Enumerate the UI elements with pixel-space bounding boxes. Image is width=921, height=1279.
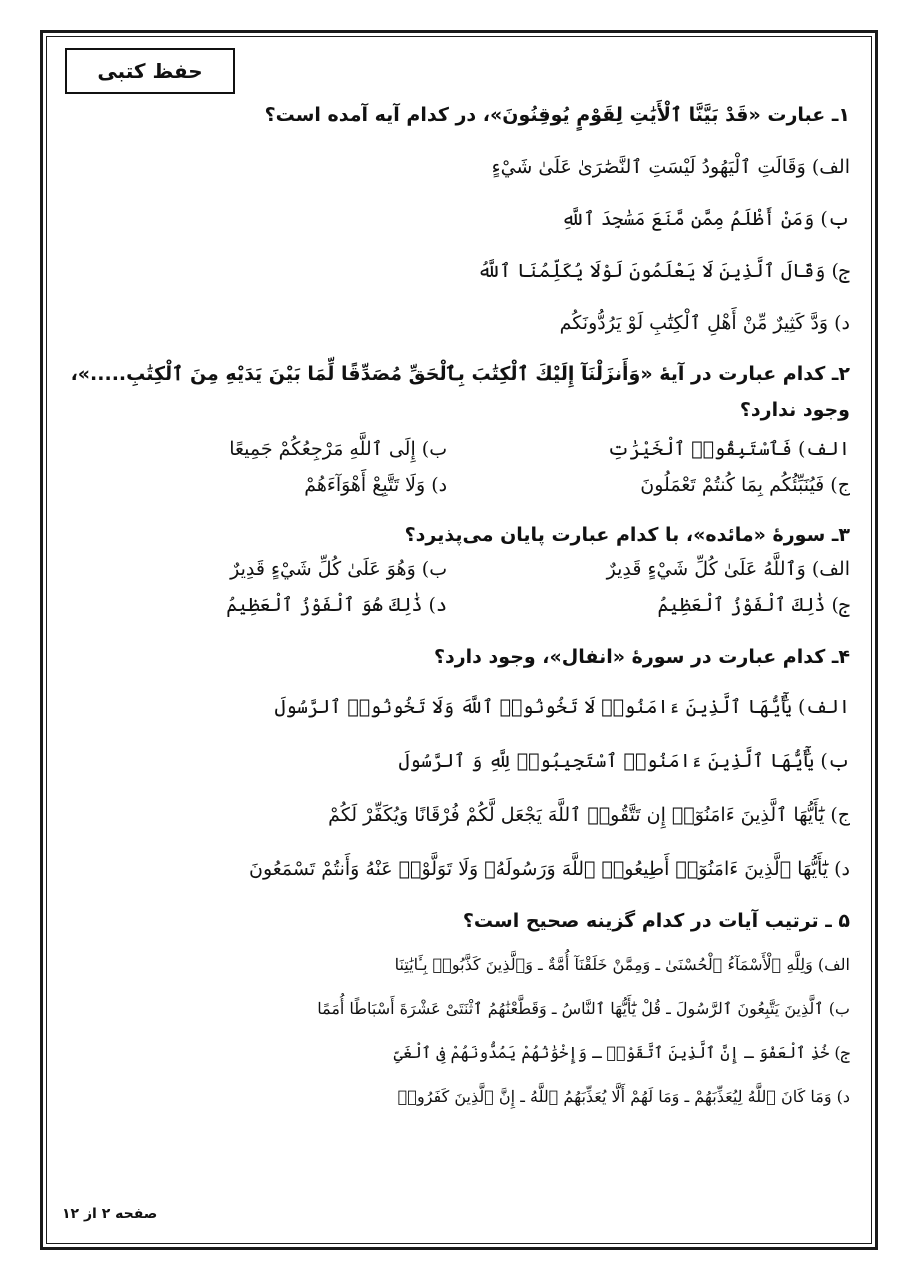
q5-option-c: ج) خُذِ ٱلْعَفْوَ ـ إِنَّ ٱلَّذِينَ ٱتَّقَوْا۟ ـ وَإِخْوَٰنُهُمْ يَمُدُّونَهُمْ فِى ٱلْغَىِّ — [393, 1043, 850, 1062]
q5-option-a: الف) وَلِلَّهِ ٱلْأَسْمَآءُ ٱلْحُسْنَىٰ ـ وَمِمَّنْ خَلَقْنَآ أُمَّةٌ ـ وَٱلَّذِينَ كَذَّبُوا۟ بِـَٔايَٰتِنَا — [394, 955, 850, 974]
q2-option-d: د) وَلَا تَتَّبِعْ أَهْوَآءَهُمْ — [304, 474, 448, 496]
section-title: حفظ کتبی — [65, 48, 235, 94]
q1-option-a: الف) وَقَالَتِ ٱلْيَهُودُ لَيْسَتِ ٱلنَّصَٰرَىٰ عَلَىٰ شَيْءٍ — [491, 156, 850, 178]
question-4-stem: ۴ـ کدام عبارت در سورهٔ «انفال»، وجود دارد؟ — [433, 646, 850, 668]
q4-option-d: د) يَٰٓأَيُّهَا ٱلَّذِينَ ءَامَنُوٓا۟ أَطِيعُوا۟ ٱللَّهَ وَرَسُولَهُۥ وَلَا تَوَلَّوْا۟ عَنْهُ وَأَنتُمْ تَسْمَعُونَ — [249, 858, 850, 880]
question-3-stem: ۳ـ سورهٔ «مائده»، با کدام عبارت پایان می‌پذیرد؟ — [404, 524, 850, 546]
q2-options-row-1 — [60, 434, 850, 464]
q2-option-a: الف) فَٱسْتَبِقُوا۟ ٱلْخَيْرَٰتِ — [607, 438, 850, 460]
q4-option-b: ب) يَٰٓأَيُّهَا ٱلَّذِينَ ءَامَنُوا۟ ٱسْتَجِيبُوا۟ لِلَّهِ وَ ٱلرَّسُولَ — [398, 750, 850, 772]
q3-option-b: ب) وَهُوَ عَلَىٰ كُلِّ شَيْءٍ قَدِيرٌ — [230, 558, 448, 580]
q2-options-row-2 — [60, 470, 850, 500]
q5-option-b: ب) ٱلَّذِينَ يَتَّبِعُونَ ٱلرَّسُولَ ـ قُلْ يَٰٓأَيُّهَا ٱلنَّاسُ ـ وَقَطَّعْنَٰهُمُ ٱثْنَتَىْ عَشْرَةَ أَسْبَاطًا أُمَمًا — [317, 999, 850, 1018]
q2-option-c: ج) فَيُنَبِّئُكُم بِمَا كُنتُمْ تَعْمَلُونَ — [640, 474, 850, 496]
q1-option-c: ج) وَقَالَ ٱلَّذِينَ لَا يَعْلَمُونَ لَوْلَا يُكَلِّمُنَا ٱللَّهُ — [477, 260, 850, 282]
question-2-stem: ۲ـ کدام عبارت در آیهٔ «وَأَنزَلْنَآ إِلَيْكَ ٱلْكِتَٰبَ بِٱلْحَقِّ مُصَدِّقًا لِّمَا بَيْنَ يَدَيْهِ مِنَ ٱلْكِتَٰبِ.....»، وجود ندارد؟ — [70, 363, 850, 421]
q1-option-d: د) وَدَّ كَثِيرٌ مِّنْ أَهْلِ ٱلْكِتَٰبِ لَوْ يَرُدُّونَكُم — [559, 312, 850, 334]
q5-option-d: د) وَمَا كَانَ ٱللَّهُ لِيُعَذِّبَهُمْ ـ وَمَا لَهُمْ أَلَّا يُعَذِّبَهُمُ ٱللَّهُ ـ إِنَّ ٱلَّذِينَ كَفَرُوا۟ — [397, 1087, 850, 1106]
question-5-stem: ۵ ـ ترتیب آیات در کدام گزینه صحیح است؟ — [462, 910, 850, 932]
q3-option-a: الف) وَٱللَّهُ عَلَىٰ كُلِّ شَيْءٍ قَدِيرٌ — [606, 558, 850, 580]
page-number: صفحه ۲ از ۱۲ — [62, 1206, 158, 1222]
questions-area — [60, 96, 850, 1112]
q3-options-row-2 — [60, 590, 850, 620]
q3-option-c: ج) ذَٰلِكَ ٱلْفَوْزُ ٱلْعَظِيمُ — [657, 594, 850, 616]
q1-option-b: ب) وَمَنْ أَظْلَمُ مِمَّن مَّنَعَ مَسَٰجِدَ ٱللَّهِ — [561, 208, 850, 230]
question-1-stem: ۱ـ عبارت «قَدْ بَيَّنَّا ٱلْأَيَٰتِ لِقَوْمٍ يُوقِنُونَ»، در کدام آیه آمده است؟ — [264, 104, 850, 126]
q4-option-c: ج) يَٰٓأَيُّهَا ٱلَّذِينَ ءَامَنُوٓا۟ إِن تَتَّقُوا۟ ٱللَّهَ يَجْعَل لَّكُمْ فُرْقَانًا وَيُكَفِّرْ لَكُمْ — [328, 804, 850, 826]
q3-options-row-1 — [60, 554, 850, 584]
q2-option-b: ب) إِلَى ٱللَّهِ مَرْجِعُكُمْ جَمِيعًا — [229, 438, 448, 460]
q4-option-a: الف) يَٰٓأَيُّهَا ٱلَّذِينَ ءَامَنُوا۟ لَا تَخُونُوا۟ ٱللَّهَ وَلَا تَخُونُوا۟ ٱلرَّسُولَ — [274, 696, 850, 718]
q3-option-d: د) ذَٰلِكَ هُوَ ٱلْفَوْزُ ٱلْعَظِيمُ — [226, 594, 448, 616]
